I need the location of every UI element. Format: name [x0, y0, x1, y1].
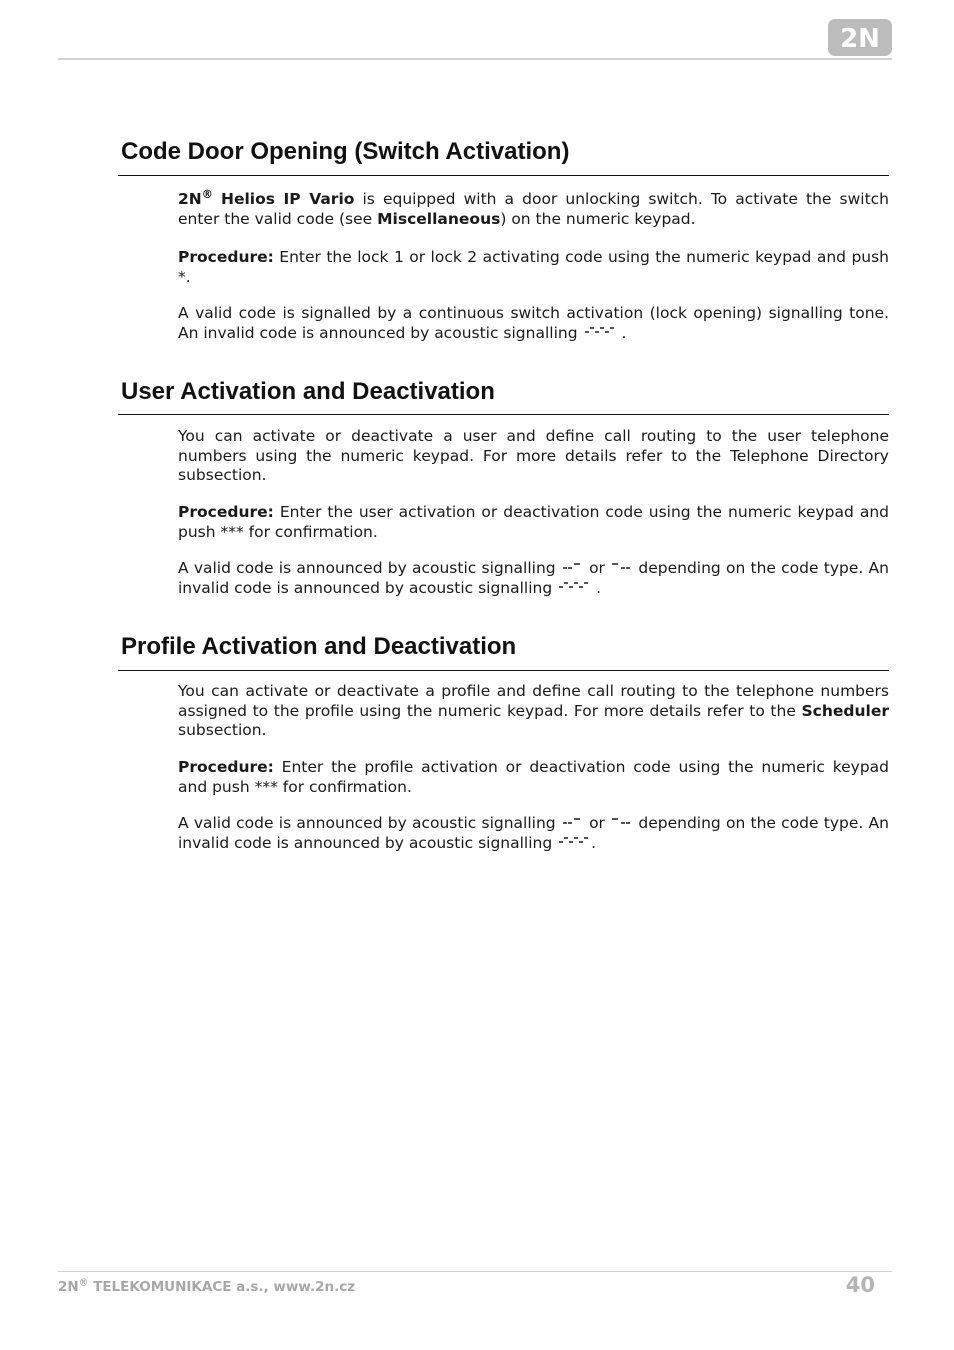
section-title-code-door-opening: Code Door Opening (Switch Activation): [121, 138, 570, 165]
company-logo: [828, 19, 892, 56]
procedure-label: Procedure:: [178, 503, 274, 521]
activation-tone-icon: [563, 816, 582, 826]
reference-miscellaneous: Miscellaneous: [377, 209, 501, 228]
section-divider: [118, 670, 889, 671]
section-title-user-activation: User Activation and Deactivation: [121, 378, 495, 405]
footer-company: 2N® TELEKOMUNIKACE a.s., www.2n.cz: [58, 1277, 356, 1295]
paragraph-intro: You can activate or deactivate a user and define call routing to the user telephone numbers using the numeric keypad. For more details refer to the Telephone Directory subsection.: [178, 427, 889, 484]
section-divider: [118, 414, 889, 415]
deactivation-tone-icon: [612, 816, 631, 826]
paragraph-procedure: Procedure: Enter the user activation or deactivation code using the numeric keypad and push *** for confirmation.: [178, 503, 889, 541]
invalid-tone-icon: [559, 835, 589, 845]
paragraph-signalling: A valid code is announced by acoustic signalling or depending on the code type. An invalid code is announced by acoustic signalling .: [178, 814, 889, 852]
paragraph-signalling: A valid code is signalled by a continuous switch activation (lock opening) signalling tone. An invalid code is announced by acoustic signalling .: [178, 304, 889, 342]
paragraph-procedure: Procedure: Enter the profile activation or deactivation code using the numeric keypad and push *** for confirmation.: [178, 758, 889, 796]
reference-scheduler: Scheduler: [801, 701, 889, 720]
logo-text: 2N: [840, 24, 880, 54]
invalid-tone-icon: [559, 580, 589, 590]
product-name: Helios IP Vario: [221, 190, 355, 208]
procedure-label: Procedure:: [178, 758, 274, 776]
deactivation-tone-icon: [612, 561, 631, 571]
paragraph-intro: You can activate or deactivate a profile and define call routing to the telephone numbers assigned to the profile using the numeric keypad. For more details refer to the Scheduler subsection.: [178, 682, 889, 739]
procedure-label: Procedure:: [178, 248, 274, 266]
section-title-profile-activation: Profile Activation and Deactivation: [121, 633, 517, 660]
paragraph-procedure: Procedure: Enter the lock 1 or lock 2 activating code using the numeric keypad and push *.: [178, 248, 889, 286]
paragraph-intro: 2N® Helios IP Vario is equipped with a door unlocking switch. To activate the switch enter the valid code (see Miscellaneous) on the numeric keypad.: [178, 187, 889, 228]
header-divider: [58, 58, 892, 60]
page-number: 40: [845, 1273, 875, 1297]
footer-divider: [58, 1271, 892, 1272]
paragraph-signalling: A valid code is announced by acoustic signalling or depending on the code type. An invalid code is announced by acoustic signalling .: [178, 559, 889, 597]
section-divider: [118, 175, 889, 176]
invalid-tone-icon: [585, 325, 615, 335]
brand-name: 2N®: [178, 187, 213, 208]
activation-tone-icon: [563, 561, 582, 571]
